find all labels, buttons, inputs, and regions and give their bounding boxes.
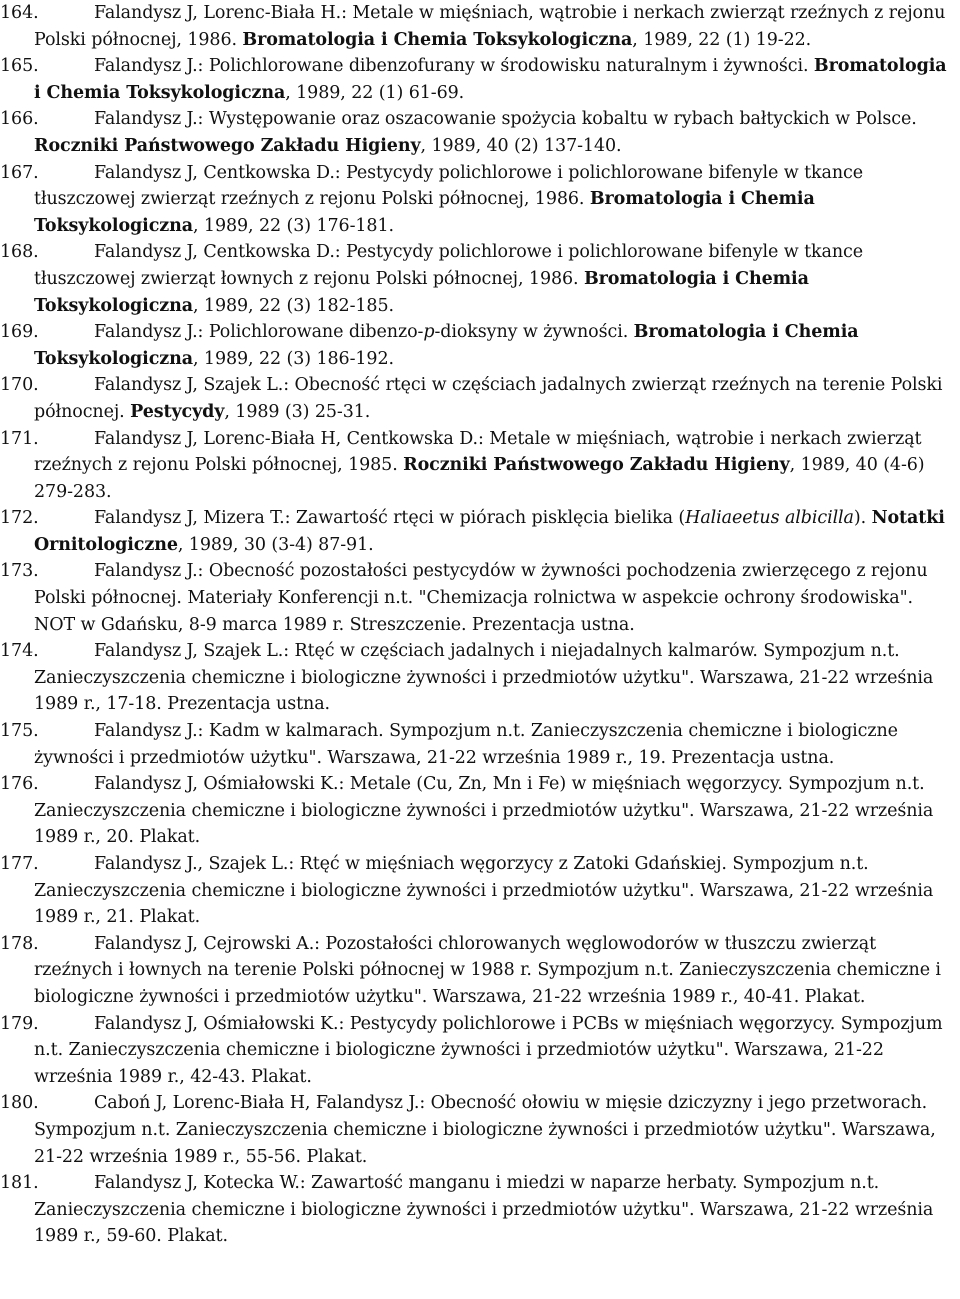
reference-number: 176. [0,774,39,795]
italic-term: p [423,322,435,343]
reference-entry [0,426,956,506]
reference-number: 171. [0,428,39,449]
reference-number: 179. [0,1013,39,1034]
reference-text: , 1989, 30 (3-4) 87-91. [177,534,374,555]
reference-text: , 1989, 40 (2) 137-140. [420,135,622,156]
reference-text: Falandysz J, Szajek L.: Obecność rtęci w częściach jadalnych zwierząt rzeźnych na terenie Polski północnej. [34,375,943,422]
reference-entry [0,53,956,106]
reference-text: Falandysz J, Lorenc-Biała H, Centkowska D.: Metale w mięśniach, wątrobie i nerkach zwierząt rzeźnych z rejonu Polski północnej, 1985. [34,428,922,476]
reference-number: 167. [0,162,39,183]
journal-title: Roczniki Państwowego Zakładu Higieny [34,135,421,156]
reference-text: Falandysz J.: Obecność pozostałości pestycydów w żywności pochodzenia zwierzęcego z rejonu Polski północnej. Materiały Konferencji n.t. "Chemizacja rolnictwa w aspekcie ochrony środowiska". NOT w Gdańsku, 8-9 marca 1989 r. Streszczenie. Prezentacja ustna. [34,561,928,635]
reference-text: , 1989, 22 (1) 19-22. [632,29,812,50]
reference-text: Falandysz J, Mizera T.: Zawartość rtęci w piórach pisklęcia bielika ( [94,508,686,529]
reference-number: 166. [0,109,39,130]
reference-text: , 1989 (3) 25-31. [224,401,371,422]
journal-title: Bromatologia i Chemia Toksykologiczna [242,29,633,50]
reference-text: Falandysz J, Lorenc-Biała H.: Metale w mięśniach, wątrobie i nerkach zwierząt rzeźnych z rejonu Polski północnej, 1986. [34,3,946,50]
reference-text: Falandysz J, Kotecka W.: Zawartość manganu i miedzi w naparze herbaty. Sympozjum n.t. Zanieczyszczenia chemiczne i biologiczne żywności i przedmiotów użytku". Warszawa, 21-22 września 1989 r., 59-60. Plakat. [34,1173,934,1247]
reference-number: 180. [0,1093,39,1114]
reference-entry [0,1011,956,1091]
reference-entry [0,372,956,425]
reference-entry [0,851,956,931]
reference-text: Falandysz J.: Występowanie oraz oszacowanie spożycia kobaltu w rybach bałtyckich w Polsce. [94,109,917,130]
reference-number: 169. [0,322,39,343]
reference-entry [0,239,956,319]
reference-number: 172. [0,508,39,529]
reference-text: Falandysz J, Centkowska D.: Pestycydy polichlorowe i polichlorowane bifenyle w tkance tłuszczowej zwierząt łownych z rejonu Polski północnej, 1986. [34,242,864,289]
reference-text: Falandysz J.: Kadm w kalmarach. Sympozjum n.t. Zanieczyszczenia chemiczne i biologiczne żywności i przedmiotów użytku". Warszawa, 21-22 września 1989 r., 19. Prezentacja ustna. [34,721,898,768]
reference-number: 170. [0,375,39,396]
italic-term: Haliaeetus albicilla [685,508,854,529]
journal-title: Pestycydy [130,401,225,422]
reference-text: , 1989, 22 (1) 61-69. [285,82,465,103]
reference-entry [0,0,956,53]
reference-entry [0,1170,956,1250]
journal-title: Bromatologia i Chemia Toksykologiczna [34,189,815,236]
reference-entry [0,558,956,638]
journal-title: Bromatologia i Chemia Toksykologiczna [34,268,809,316]
reference-number: 165. [0,56,39,77]
reference-number: 168. [0,242,39,263]
reference-entry [0,1090,956,1170]
reference-entry [0,931,956,1011]
journal-title: Bromatologia i Chemia Toksykologiczna [34,322,859,369]
reference-text: Falandysz J, Ośmiałowski K.: Pestycydy polichlorowe i PCBs w mięśniach węgorzycy. Sympozjum n.t. Zanieczyszczenia chemiczne i biologiczne żywności i przedmiotów użytku". Warszawa, 21-22 września 1989 r., 42-43. Plakat. [34,1013,943,1087]
reference-text: Falandysz J.: Polichlorowane dibenzo- [94,322,424,343]
reference-text: , 1989, 22 (3) 186-192. [193,348,394,369]
reference-text: Falandysz J, Cejrowski A.: Pozostałości chlorowanych węglowodorów w tłuszczu zwierząt rzeźnych i łownych na terenie Polski północnej w 1988 r. Sympozjum n.t. Zanieczyszczenia chemiczne i biologiczne żywności i przedmiotów użytku". Warszawa, 21-22 września 1989 r., 40-41. Plakat. [34,933,941,1007]
reference-text: , 1989, 40 (4-6) 279-283. [34,455,925,502]
reference-text: Falandysz J, Ośmiałowski K.: Metale (Cu, Zn, Mn i Fe) w mięśniach węgorzycy. Sympozjum n.t. Zanieczyszczenia chemiczne i biologiczne żywności i przedmiotów użytku". Warszawa, 21-22 września 1989 r., 20. Plakat. [34,774,934,848]
reference-number: 164. [0,3,39,23]
reference-number: 181. [0,1173,39,1194]
reference-number: 173. [0,561,39,582]
reference-number: 175. [0,721,39,742]
reference-entry [0,718,956,771]
reference-text: Falandysz J, Centkowska D.: Pestycydy polichlorowe i polichlorowane bifenyle w tkance tłuszczowej zwierząt rzeźnych z rejonu Polski północnej, 1986. [34,162,864,210]
reference-entry [0,106,956,159]
reference-number: 177. [0,854,39,874]
reference-text: Falandysz J., Szajek L.: Rtęć w mięśniach węgorzycy z Zatoki Gdańskiej. Sympozjum n.t. Zanieczyszczenia chemiczne i biologiczne żywności i przedmiotów użytku". Warszawa, 21-22 września 1989 r., 21. Plakat. [34,854,934,928]
journal-title: Notatki Ornitologiczne [34,508,945,555]
journal-title: Bromatologia i Chemia Toksykologiczna [34,56,947,103]
reference-text: , 1989, 22 (3) 182-185. [193,295,394,316]
reference-entry [0,771,956,851]
reference-entry [0,638,956,718]
journal-title: Roczniki Państwowego Zakładu Higieny [403,455,790,476]
reference-number: 178. [0,933,39,954]
reference-entry [0,505,956,558]
reference-entry [0,160,956,240]
reference-entry [0,319,956,372]
reference-text: , 1989, 22 (3) 176-181. [193,215,394,236]
reference-text: Falandysz J.: Polichlorowane dibenzofurany w środowisku naturalnym i żywności. [94,56,814,77]
reference-text: -dioksyny w żywności. [434,322,634,343]
reference-text: ). [853,508,872,529]
reference-text: Falandysz J, Szajek L.: Rtęć w częściach jadalnych i niejadalnych kalmarów. Sympozjum n.t. Zanieczyszczenia chemiczne i biologiczne żywności i przedmiotów użytku". Warszawa, 21-22 września 1989 r., 17-18. Prezentacja ustna. [34,641,934,715]
reference-number: 174. [0,641,39,662]
reference-text: Caboń J, Lorenc-Biała H, Falandysz J.: Obecność ołowiu w mięsie dziczyzny i jego przetworach. Sympozjum n.t. Zanieczyszczenia chemiczne i biologiczne żywności i przedmiotów użytku". Warszawa, 21-22 września 1989 r., 55-56. Plakat. [34,1093,936,1167]
